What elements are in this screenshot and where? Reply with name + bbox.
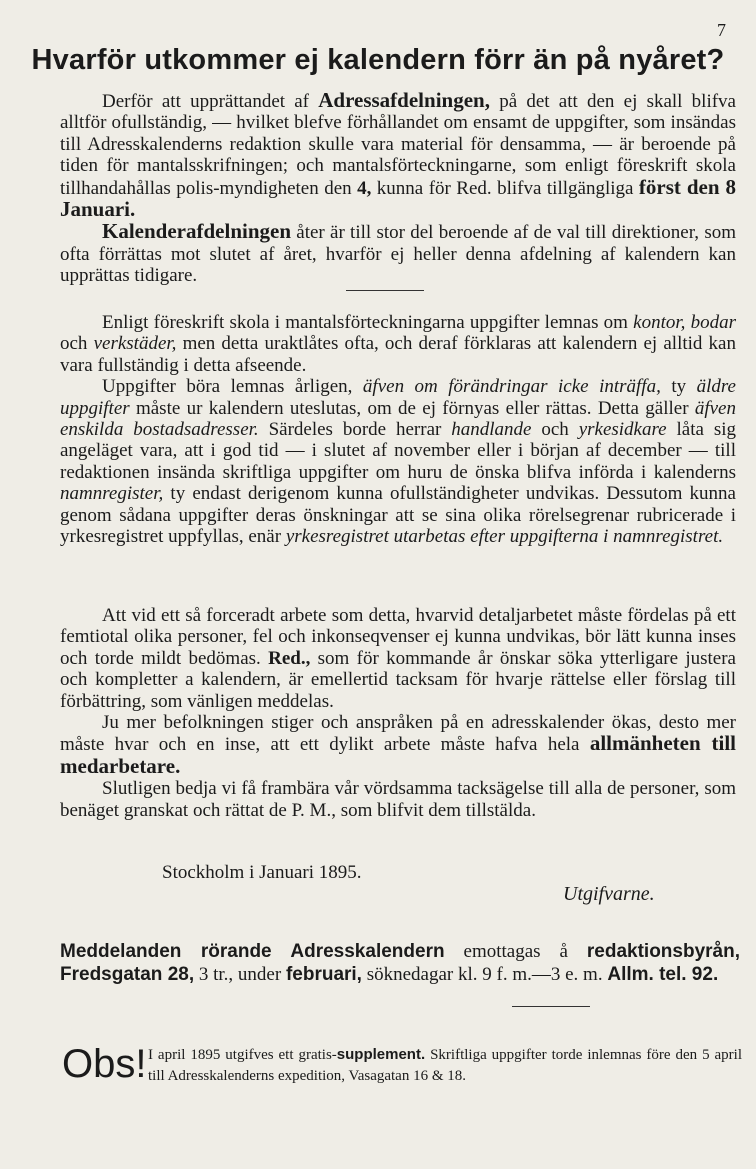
- text-run: emottagas å: [444, 941, 587, 962]
- text-run: söknedagar kl. 9 f. m.—3 e. m.: [361, 964, 608, 985]
- italic-term: kontor, bodar: [633, 312, 736, 333]
- notice-bold: Allm. tel. 92.: [607, 964, 719, 985]
- italic-term: yrkesidkare: [578, 419, 667, 441]
- bold-term: 4,: [357, 177, 372, 199]
- obs-label: Obs!: [62, 1042, 147, 1086]
- text-run: I april 1895 utgifves ett gratis-: [148, 1047, 337, 1063]
- obs-text: [148, 1044, 742, 1087]
- notice-bold: Meddelanden rörande Adresskalendern: [60, 941, 445, 962]
- notice-bold: redaktionsbyrån, Fredsgatan 28,: [60, 941, 740, 985]
- text-run: låta sig angeläget vara, att i god tid — i slutet af november eller i början af december — till redaktionen insända skriftliga uppgifter om huru de önska blifva införda i kalenderns: [60, 419, 736, 483]
- intro-paragraph-2: [60, 221, 736, 286]
- italic-term: äldre uppgifter: [60, 376, 736, 419]
- closing-paragraph-1: [60, 605, 736, 712]
- text-run: och: [531, 419, 579, 441]
- signature: Utgifvarne.: [563, 883, 655, 905]
- text-run: Uppgifter böra lemnas årligen,: [102, 376, 363, 398]
- notice-divider: [512, 1006, 590, 1007]
- italic-term: handlande: [451, 419, 532, 441]
- text-run: Att vid ett så forceradt arbete som detta, hvarvid detaljarbetet måste fördelas på ett femtiotal olika personer, fel och inkonseqvenser ej kunna undvikas, bör lätt kunna inses och torde mildt bedömas.: [60, 605, 736, 669]
- closing-paragraph-3: Slutligen bedja vi få frambära vår vördsamma tacksägelse till alla de personer, som benäget granskat och rättat de P. M., som blifvit dem tillstälda.: [60, 778, 736, 821]
- text-run: Skriftliga uppgifter torde inlemnas före den 5 april till Adresskalenderns expedition, Vasagatan 16 & 18.: [148, 1047, 742, 1084]
- bold-term: Adressafdelningen,: [318, 88, 490, 112]
- intro-paragraph-1: [60, 90, 736, 221]
- text-run: som för kommande år önskar söka ytterligare justera och kompletter a kalendern, är emellertid tacksam för hvarje rättelse eller förslag till förbättring, som vänligen meddelas.: [60, 647, 736, 712]
- italic-term: namnregister,: [60, 483, 164, 505]
- text-run: Ju mer befolkningen stiger och anspråken på en adresskalender ökas, desto mer måste hvar och en inse, att ett dylikt arbete måste hafva hela: [60, 712, 736, 756]
- italic-term: yrkesregistret utarbetas efter uppgifterna i namnregistret.: [285, 526, 724, 548]
- notice-block: [60, 940, 740, 986]
- bold-term: Red.,: [268, 647, 311, 669]
- text-run: och: [60, 333, 94, 355]
- bold-term: först den 8 Januari.: [60, 174, 736, 222]
- page-number: 7: [717, 20, 726, 40]
- bold-term: allmänheten till medarbetare.: [60, 731, 736, 778]
- closing-paragraph-2: [60, 712, 736, 778]
- text-run: 3 tr., under: [194, 964, 286, 985]
- rules-paragraph-2: [60, 376, 736, 547]
- section-divider: [346, 290, 424, 291]
- italic-term: verkstäder,: [93, 333, 177, 355]
- rules-section: [60, 312, 736, 547]
- bold-term: supplement.: [336, 1046, 426, 1063]
- bold-term: Kalenderafdelningen: [102, 219, 292, 244]
- text-run: ty endast derigenom kunna ofullständigheter undvikas. Dessutom kunna genom sådana uppgifter deras önskningar att se sina olika rörelsegrenar rubricerade i yrkesregistret uppfyllas, enär: [60, 483, 736, 548]
- text-run: men detta uraktlåtes ofta, och deraf förklaras att kalendern ej alltid kan vara fullständig i detta afseende.: [60, 333, 736, 376]
- rules-paragraph-1: [60, 312, 736, 376]
- page-heading: Hvarför utkommer ej kalendern förr än på nyåret?: [31, 44, 725, 76]
- text-run: på det att den ej skall blifva alltför ofullständig, — hvilket blefve förhållandet om ensamt de uppgifter, som insändas till Adresskalenderns redaktion skulle vara material för densamma, — är beroende på tiden för mantalsskrifningen; och mantalsförteckningarne, som enligt föreskrift skola tillhandahållas polis-myndigheten den: [60, 91, 736, 199]
- text-run: åter är till stor del beroende af de val till direktioner, som ofta förrättas mot slutet af året, hvarför ej heller denna afdelning af kalendern kan upprättas tidigare.: [60, 222, 736, 287]
- text-run: Enligt föreskrift skola i mantalsförteckningarna uppgifter lemnas om: [102, 312, 634, 333]
- text-run: Derför att upprättandet af: [102, 91, 319, 112]
- intro-section: [60, 90, 736, 287]
- text-run: Särdeles borde herrar: [258, 419, 452, 441]
- text-run: måste ur kalendern uteslutas, om de ej förnyas eller rättas. Detta gäller: [129, 397, 695, 419]
- place-date: Stockholm i Januari 1895.: [162, 862, 362, 883]
- italic-term: äfven enskilda bostadsadresser.: [60, 397, 736, 441]
- text-run: kunna för Red. blifva tillgängliga: [371, 177, 639, 199]
- notice-bold: februari,: [285, 964, 362, 985]
- text-run: ty: [660, 376, 697, 398]
- italic-term: äfven om förändringar icke inträffa,: [362, 376, 661, 398]
- closing-section: [60, 605, 736, 821]
